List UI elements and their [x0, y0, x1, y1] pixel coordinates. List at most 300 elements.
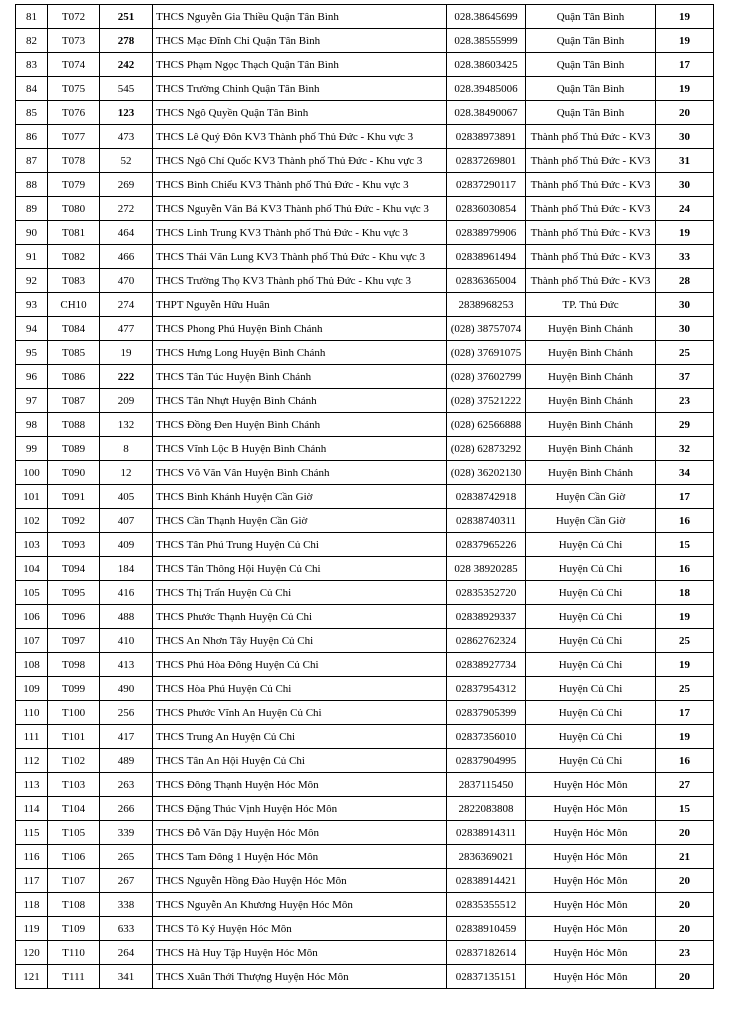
count: 30 — [656, 293, 714, 317]
count: 19 — [656, 5, 714, 29]
school-number: 409 — [100, 533, 153, 557]
row-number: 96 — [16, 365, 48, 389]
district: Huyện Củ Chi — [526, 701, 656, 725]
district: Quận Tân Bình — [526, 77, 656, 101]
district: Thành phố Thủ Đức - KV3 — [526, 173, 656, 197]
table-row — [16, 605, 714, 629]
row-number: 120 — [16, 941, 48, 965]
count: 19 — [656, 605, 714, 629]
count: 21 — [656, 845, 714, 869]
row-number: 99 — [16, 437, 48, 461]
count: 19 — [656, 653, 714, 677]
school-number: 52 — [100, 149, 153, 173]
district: Thành phố Thủ Đức - KV3 — [526, 221, 656, 245]
count: 25 — [656, 341, 714, 365]
table-row — [16, 485, 714, 509]
table-row — [16, 149, 714, 173]
district: Thành phố Thủ Đức - KV3 — [526, 149, 656, 173]
school-name: THCS An Nhơn Tây Huyện Củ Chi — [153, 629, 447, 653]
school-code: T094 — [48, 557, 100, 581]
school-name: THCS Đông Thạnh Huyện Hóc Môn — [153, 773, 447, 797]
school-number: 633 — [100, 917, 153, 941]
school-code: T103 — [48, 773, 100, 797]
row-number: 119 — [16, 917, 48, 941]
school-code: T085 — [48, 341, 100, 365]
district: Huyện Củ Chi — [526, 749, 656, 773]
row-number: 82 — [16, 29, 48, 53]
school-code: T080 — [48, 197, 100, 221]
phone-number: 02835352720 — [447, 581, 526, 605]
school-number: 405 — [100, 485, 153, 509]
school-code: CH10 — [48, 293, 100, 317]
table-row — [16, 197, 714, 221]
district: Quận Tân Bình — [526, 101, 656, 125]
school-code: T107 — [48, 869, 100, 893]
phone-number: (028) 37602799 — [447, 365, 526, 389]
table-row — [16, 581, 714, 605]
row-number: 116 — [16, 845, 48, 869]
table-row — [16, 869, 714, 893]
table-row — [16, 749, 714, 773]
table-row — [16, 5, 714, 29]
phone-number: 02838914311 — [447, 821, 526, 845]
count: 17 — [656, 485, 714, 509]
table-row — [16, 917, 714, 941]
school-code: T079 — [48, 173, 100, 197]
phone-number: (028) 37521222 — [447, 389, 526, 413]
count: 28 — [656, 269, 714, 293]
count: 30 — [656, 317, 714, 341]
school-number: 470 — [100, 269, 153, 293]
phone-number: (028) 62873292 — [447, 437, 526, 461]
count: 25 — [656, 677, 714, 701]
school-code: T096 — [48, 605, 100, 629]
row-number: 101 — [16, 485, 48, 509]
school-name: THCS Trường Thọ KV3 Thành phố Thủ Đức - Khu vực 3 — [153, 269, 447, 293]
district: Huyện Cần Giờ — [526, 485, 656, 509]
count: 33 — [656, 245, 714, 269]
phone-number: 02838973891 — [447, 125, 526, 149]
phone-number: 2836369021 — [447, 845, 526, 869]
row-number: 111 — [16, 725, 48, 749]
row-number: 112 — [16, 749, 48, 773]
school-name: THCS Linh Trung KV3 Thành phố Thủ Đức - Khu vực 3 — [153, 221, 447, 245]
count: 24 — [656, 197, 714, 221]
row-number: 105 — [16, 581, 48, 605]
school-number: 416 — [100, 581, 153, 605]
school-number: 209 — [100, 389, 153, 413]
phone-number: 02837135151 — [447, 965, 526, 989]
school-number: 267 — [100, 869, 153, 893]
school-code: T093 — [48, 533, 100, 557]
row-number: 121 — [16, 965, 48, 989]
phone-number: 02837905399 — [447, 701, 526, 725]
school-number: 184 — [100, 557, 153, 581]
district: Huyện Bình Chánh — [526, 365, 656, 389]
table-row — [16, 77, 714, 101]
count: 16 — [656, 557, 714, 581]
table-row — [16, 797, 714, 821]
district: Huyện Củ Chi — [526, 725, 656, 749]
count: 20 — [656, 965, 714, 989]
row-number: 103 — [16, 533, 48, 557]
district: Huyện Củ Chi — [526, 533, 656, 557]
table-row — [16, 725, 714, 749]
count: 17 — [656, 701, 714, 725]
school-number: 339 — [100, 821, 153, 845]
school-number: 265 — [100, 845, 153, 869]
school-name: THCS Nguyễn Hồng Đào Huyện Hóc Môn — [153, 869, 447, 893]
table-row — [16, 365, 714, 389]
phone-number: 02836030854 — [447, 197, 526, 221]
school-name: THCS Phạm Ngọc Thạch Quận Tân Bình — [153, 53, 447, 77]
district: Thành phố Thủ Đức - KV3 — [526, 125, 656, 149]
school-name: THCS Tam Đông 1 Huyện Hóc Môn — [153, 845, 447, 869]
school-name: THCS Tân Thông Hội Huyện Củ Chi — [153, 557, 447, 581]
row-number: 107 — [16, 629, 48, 653]
row-number: 94 — [16, 317, 48, 341]
phone-number: 02838910459 — [447, 917, 526, 941]
school-code: T092 — [48, 509, 100, 533]
row-number: 90 — [16, 221, 48, 245]
count: 30 — [656, 173, 714, 197]
school-name: THCS Tân Túc Huyện Bình Chánh — [153, 365, 447, 389]
district: Huyện Củ Chi — [526, 605, 656, 629]
district: Thành phố Thủ Đức - KV3 — [526, 197, 656, 221]
school-name: THCS Lê Quý Đôn KV3 Thành phố Thủ Đức - Khu vực 3 — [153, 125, 447, 149]
school-code: T100 — [48, 701, 100, 725]
count: 16 — [656, 509, 714, 533]
row-number: 113 — [16, 773, 48, 797]
district: Huyện Bình Chánh — [526, 389, 656, 413]
school-code: T106 — [48, 845, 100, 869]
row-number: 114 — [16, 797, 48, 821]
district: Huyện Củ Chi — [526, 557, 656, 581]
district: Thành phố Thủ Đức - KV3 — [526, 269, 656, 293]
school-number: 274 — [100, 293, 153, 317]
school-code: T075 — [48, 77, 100, 101]
table-row — [16, 389, 714, 413]
table-row — [16, 557, 714, 581]
school-name: THCS Cần Thạnh Huyện Cần Giờ — [153, 509, 447, 533]
school-number: 8 — [100, 437, 153, 461]
school-name: THCS Tân Nhựt Huyện Bình Chánh — [153, 389, 447, 413]
district: Quận Tân Bình — [526, 53, 656, 77]
count: 32 — [656, 437, 714, 461]
school-name: THCS Nguyễn An Khương Huyện Hóc Môn — [153, 893, 447, 917]
district: Huyện Củ Chi — [526, 629, 656, 653]
district: Huyện Hóc Môn — [526, 797, 656, 821]
school-code: T090 — [48, 461, 100, 485]
table-row — [16, 101, 714, 125]
district: TP. Thủ Đức — [526, 293, 656, 317]
school-code: T072 — [48, 5, 100, 29]
school-name: THCS Trung An Huyện Củ Chi — [153, 725, 447, 749]
district: Quận Tân Bình — [526, 29, 656, 53]
school-code: T084 — [48, 317, 100, 341]
count: 23 — [656, 389, 714, 413]
table-row — [16, 821, 714, 845]
phone-number: 02862762324 — [447, 629, 526, 653]
row-number: 89 — [16, 197, 48, 221]
school-number: 263 — [100, 773, 153, 797]
phone-number: 02838961494 — [447, 245, 526, 269]
school-number: 132 — [100, 413, 153, 437]
phone-number: 02837356010 — [447, 725, 526, 749]
phone-number: 02837904995 — [447, 749, 526, 773]
phone-number: 028.38490067 — [447, 101, 526, 125]
school-code: T102 — [48, 749, 100, 773]
district: Huyện Hóc Môn — [526, 845, 656, 869]
school-number: 12 — [100, 461, 153, 485]
row-number: 110 — [16, 701, 48, 725]
phone-number: (028) 36202130 — [447, 461, 526, 485]
row-number: 115 — [16, 821, 48, 845]
school-number: 19 — [100, 341, 153, 365]
school-name: THCS Hưng Long Huyện Bình Chánh — [153, 341, 447, 365]
school-number: 266 — [100, 797, 153, 821]
school-number: 410 — [100, 629, 153, 653]
table-row — [16, 293, 714, 317]
table-row — [16, 317, 714, 341]
document-page — [15, 4, 713, 989]
phone-number: 02838979906 — [447, 221, 526, 245]
school-name: THCS Thái Văn Lung KV3 Thành phố Thủ Đức - Khu vực 3 — [153, 245, 447, 269]
count: 15 — [656, 533, 714, 557]
count: 27 — [656, 773, 714, 797]
count: 15 — [656, 797, 714, 821]
school-name: THCS Nguyễn Gia Thiều Quận Tân Bình — [153, 5, 447, 29]
table-row — [16, 629, 714, 653]
row-number: 87 — [16, 149, 48, 173]
row-number: 83 — [16, 53, 48, 77]
table-row — [16, 533, 714, 557]
school-number: 417 — [100, 725, 153, 749]
school-number: 242 — [100, 53, 153, 77]
row-number: 118 — [16, 893, 48, 917]
count: 34 — [656, 461, 714, 485]
school-code: T098 — [48, 653, 100, 677]
school-code: T076 — [48, 101, 100, 125]
school-number: 466 — [100, 245, 153, 269]
school-name: THPT Nguyễn Hữu Huân — [153, 293, 447, 317]
district: Huyện Bình Chánh — [526, 461, 656, 485]
district: Huyện Cần Giờ — [526, 509, 656, 533]
district: Thành phố Thủ Đức - KV3 — [526, 245, 656, 269]
school-code: T078 — [48, 149, 100, 173]
district: Huyện Bình Chánh — [526, 437, 656, 461]
table-row — [16, 509, 714, 533]
school-code: T086 — [48, 365, 100, 389]
row-number: 102 — [16, 509, 48, 533]
school-name: THCS Tân Phú Trung Huyện Củ Chi — [153, 533, 447, 557]
school-name: THCS Ngô Quyền Quận Tân Bình — [153, 101, 447, 125]
school-code: T101 — [48, 725, 100, 749]
district: Quận Tân Bình — [526, 5, 656, 29]
school-code: T104 — [48, 797, 100, 821]
school-number: 407 — [100, 509, 153, 533]
phone-number: 2838968253 — [447, 293, 526, 317]
school-number: 256 — [100, 701, 153, 725]
district: Huyện Hóc Môn — [526, 941, 656, 965]
school-code: T109 — [48, 917, 100, 941]
district: Huyện Hóc Môn — [526, 821, 656, 845]
row-number: 88 — [16, 173, 48, 197]
table-row — [16, 941, 714, 965]
count: 17 — [656, 53, 714, 77]
count: 23 — [656, 941, 714, 965]
school-name: THCS Phong Phú Huyện Bình Chánh — [153, 317, 447, 341]
school-number: 222 — [100, 365, 153, 389]
phone-number: 028.38603425 — [447, 53, 526, 77]
school-name: THCS Hà Huy Tập Huyện Hóc Môn — [153, 941, 447, 965]
school-number: 272 — [100, 197, 153, 221]
count: 31 — [656, 149, 714, 173]
district: Huyện Củ Chi — [526, 677, 656, 701]
school-name: THCS Đặng Thúc Vịnh Huyện Hóc Môn — [153, 797, 447, 821]
school-name: THCS Phước Thạnh Huyện Củ Chi — [153, 605, 447, 629]
count: 29 — [656, 413, 714, 437]
district: Huyện Bình Chánh — [526, 413, 656, 437]
count: 19 — [656, 725, 714, 749]
phone-number: 02837954312 — [447, 677, 526, 701]
school-name: THCS Phú Hòa Đông Huyện Củ Chi — [153, 653, 447, 677]
school-name: THCS Trường Chinh Quận Tân Bình — [153, 77, 447, 101]
phone-number: 02838742918 — [447, 485, 526, 509]
school-number: 278 — [100, 29, 153, 53]
row-number: 104 — [16, 557, 48, 581]
school-name: THCS Đồng Đen Huyện Bình Chánh — [153, 413, 447, 437]
phone-number: 02837182614 — [447, 941, 526, 965]
table-row — [16, 29, 714, 53]
table-row — [16, 269, 714, 293]
row-number: 81 — [16, 5, 48, 29]
table-row — [16, 221, 714, 245]
count: 25 — [656, 629, 714, 653]
school-code: T091 — [48, 485, 100, 509]
school-code: T081 — [48, 221, 100, 245]
row-number: 97 — [16, 389, 48, 413]
table-row — [16, 413, 714, 437]
row-number: 117 — [16, 869, 48, 893]
school-code: T077 — [48, 125, 100, 149]
school-code: T099 — [48, 677, 100, 701]
table-row — [16, 893, 714, 917]
school-name: THCS Xuân Thới Thượng Huyện Hóc Môn — [153, 965, 447, 989]
school-name: THCS Tô Ký Huyện Hóc Môn — [153, 917, 447, 941]
count: 37 — [656, 365, 714, 389]
school-code: T110 — [48, 941, 100, 965]
district: Huyện Bình Chánh — [526, 317, 656, 341]
district: Huyện Hóc Môn — [526, 869, 656, 893]
school-code: T073 — [48, 29, 100, 53]
school-name: THCS Bình Khánh Huyện Cần Giờ — [153, 485, 447, 509]
school-table-body — [16, 5, 714, 989]
school-name: THCS Bình Chiểu KV3 Thành phố Thủ Đức - Khu vực 3 — [153, 173, 447, 197]
row-number: 91 — [16, 245, 48, 269]
school-code: T095 — [48, 581, 100, 605]
school-name: THCS Mạc Đĩnh Chi Quận Tân Bình — [153, 29, 447, 53]
school-name: THCS Thị Trấn Huyện Củ Chi — [153, 581, 447, 605]
count: 19 — [656, 29, 714, 53]
count: 20 — [656, 917, 714, 941]
school-number: 489 — [100, 749, 153, 773]
phone-number: 028.39485006 — [447, 77, 526, 101]
count: 20 — [656, 893, 714, 917]
phone-number: 02838927734 — [447, 653, 526, 677]
count: 19 — [656, 77, 714, 101]
school-number: 123 — [100, 101, 153, 125]
phone-number: 2822083808 — [447, 797, 526, 821]
district: Huyện Hóc Môn — [526, 893, 656, 917]
school-code: T111 — [48, 965, 100, 989]
row-number: 92 — [16, 269, 48, 293]
school-code: T089 — [48, 437, 100, 461]
row-number: 106 — [16, 605, 48, 629]
table-row — [16, 173, 714, 197]
table-row — [16, 653, 714, 677]
phone-number: 02838914421 — [447, 869, 526, 893]
count: 20 — [656, 869, 714, 893]
row-number: 95 — [16, 341, 48, 365]
school-code: T088 — [48, 413, 100, 437]
table-row — [16, 845, 714, 869]
school-number: 545 — [100, 77, 153, 101]
table-row — [16, 773, 714, 797]
school-number: 473 — [100, 125, 153, 149]
district: Huyện Hóc Môn — [526, 965, 656, 989]
phone-number: 02837269801 — [447, 149, 526, 173]
school-code: T083 — [48, 269, 100, 293]
school-code: T097 — [48, 629, 100, 653]
school-number: 477 — [100, 317, 153, 341]
school-number: 464 — [100, 221, 153, 245]
school-table — [15, 4, 714, 989]
table-row — [16, 245, 714, 269]
school-number: 490 — [100, 677, 153, 701]
school-number: 413 — [100, 653, 153, 677]
phone-number: (028) 62566888 — [447, 413, 526, 437]
table-row — [16, 341, 714, 365]
row-number: 84 — [16, 77, 48, 101]
district: Huyện Hóc Môn — [526, 917, 656, 941]
row-number: 93 — [16, 293, 48, 317]
row-number: 85 — [16, 101, 48, 125]
school-number: 251 — [100, 5, 153, 29]
phone-number: 02837965226 — [447, 533, 526, 557]
table-row — [16, 53, 714, 77]
count: 19 — [656, 221, 714, 245]
phone-number: 028.38645699 — [447, 5, 526, 29]
count: 20 — [656, 101, 714, 125]
phone-number: 028.38555999 — [447, 29, 526, 53]
table-row — [16, 125, 714, 149]
table-row — [16, 701, 714, 725]
phone-number: 02838929337 — [447, 605, 526, 629]
district: Huyện Hóc Môn — [526, 773, 656, 797]
phone-number: (028) 37691075 — [447, 341, 526, 365]
phone-number: 02836365004 — [447, 269, 526, 293]
school-code: T087 — [48, 389, 100, 413]
school-name: THCS Hòa Phú Huyện Củ Chi — [153, 677, 447, 701]
school-name: THCS Vĩnh Lộc B Huyện Bình Chánh — [153, 437, 447, 461]
count: 16 — [656, 749, 714, 773]
table-row — [16, 965, 714, 989]
phone-number: 028 38920285 — [447, 557, 526, 581]
count: 30 — [656, 125, 714, 149]
school-code: T082 — [48, 245, 100, 269]
school-number: 341 — [100, 965, 153, 989]
